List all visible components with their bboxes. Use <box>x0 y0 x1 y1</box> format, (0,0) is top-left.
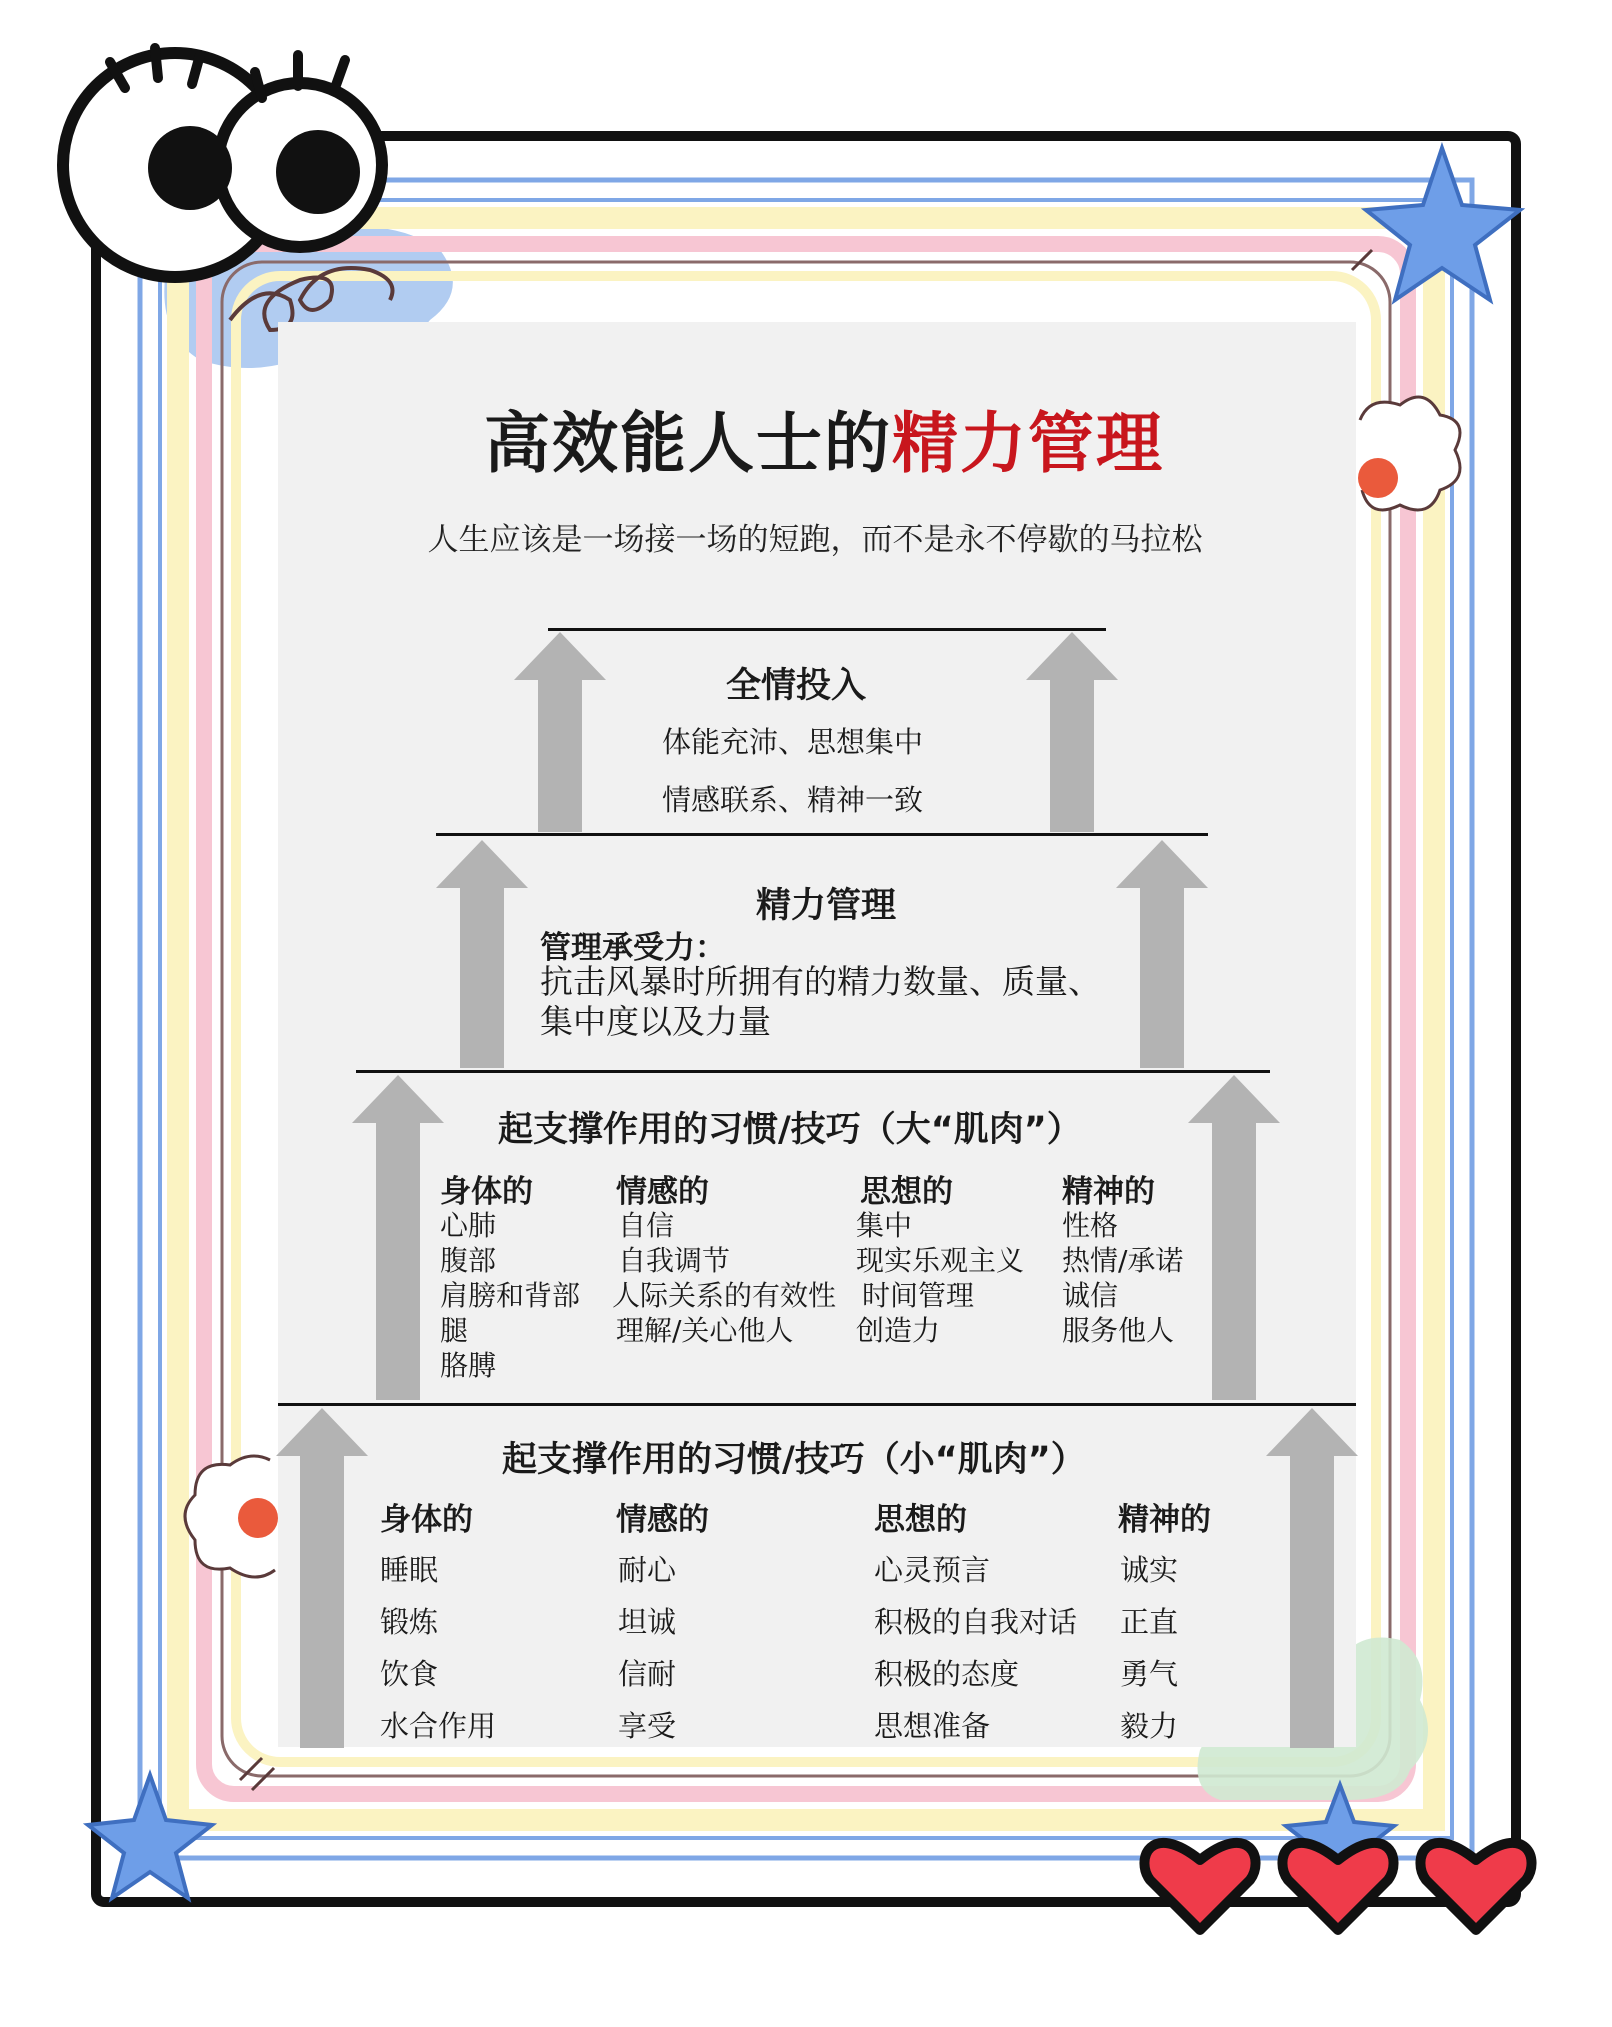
third-col-emotional <box>612 1208 836 1348</box>
list-item: 水合作用 <box>380 1709 497 1743</box>
level-third-heading: 起支撑作用的习惯/技巧（大“肌肉”） <box>498 1110 1082 1150</box>
up-arrow-icon <box>1266 1408 1358 1748</box>
list-item: 锻炼 <box>380 1605 439 1639</box>
list-item: 饮食 <box>380 1657 439 1691</box>
list-item: 自我调节 <box>618 1244 731 1277</box>
level-bottom-heading: 起支撑作用的习惯/技巧（小“肌肉”） <box>502 1440 1086 1480</box>
bottom-col-emotional <box>618 1544 676 1752</box>
up-arrow-icon <box>1188 1075 1280 1400</box>
page-title <box>0 390 1612 485</box>
bottom-col-spiritual-title: 精神的 <box>1118 1502 1211 1538</box>
divider-line <box>548 628 1106 631</box>
up-arrow-icon <box>514 632 606 832</box>
third-col-spiritual-title: 精神的 <box>1062 1174 1155 1210</box>
third-col-spiritual <box>1062 1208 1183 1348</box>
third-col-mental-title: 思想的 <box>860 1174 953 1210</box>
up-arrow-icon <box>436 840 528 1068</box>
list-item: 思想准备 <box>874 1709 991 1743</box>
title-accent: 精力管理 <box>892 405 1164 482</box>
list-item: 睡眠 <box>380 1553 439 1587</box>
list-item: 理解/关心他人 <box>616 1314 794 1347</box>
bottom-col-physical <box>380 1544 496 1752</box>
list-item: 现实乐观主义 <box>856 1244 1025 1277</box>
divider-line <box>436 833 1208 836</box>
bottom-col-spiritual <box>1120 1544 1178 1752</box>
bottom-col-mental <box>874 1544 1077 1752</box>
list-item: 时间管理 <box>862 1279 975 1312</box>
subtitle: 人生应该是一场接一场的短跑，而不是永不停歇的马拉松 <box>427 522 1203 558</box>
title-main: 高效能人士的 <box>484 405 892 482</box>
level-second-heading: 精力管理 <box>756 886 897 926</box>
list-item: 积极的态度 <box>874 1657 1020 1691</box>
list-item: 耐心 <box>618 1553 677 1587</box>
list-item: 积极的自我对话 <box>874 1605 1078 1639</box>
list-item: 正直 <box>1120 1605 1179 1639</box>
list-item: 腿 <box>440 1314 469 1347</box>
level-top-line-2: 情感联系、精神一致 <box>662 783 924 817</box>
list-item: 坦诚 <box>618 1605 677 1639</box>
divider-line <box>278 1403 1356 1406</box>
list-item: 热情/承诺 <box>1062 1244 1184 1277</box>
bottom-col-physical-title: 身体的 <box>380 1502 473 1538</box>
bottom-col-mental-title: 思想的 <box>874 1502 967 1538</box>
up-arrow-icon <box>352 1075 444 1400</box>
list-item: 自信 <box>618 1209 675 1242</box>
list-item: 服务他人 <box>1062 1314 1175 1347</box>
up-arrow-icon <box>276 1408 368 1748</box>
list-item: 集中 <box>856 1209 913 1242</box>
list-item: 勇气 <box>1120 1657 1179 1691</box>
list-item: 心灵预言 <box>874 1553 991 1587</box>
list-item: 人际关系的有效性 <box>612 1279 837 1312</box>
divider-line <box>356 1070 1270 1073</box>
list-item: 胳膊 <box>440 1349 497 1382</box>
list-item: 腹部 <box>440 1244 497 1277</box>
list-item: 诚实 <box>1120 1553 1179 1587</box>
level-top-heading: 全情投入 <box>726 666 867 706</box>
level-second-line-2: 集中度以及力量 <box>540 1002 771 1041</box>
third-col-mental <box>856 1208 1024 1348</box>
list-item: 享受 <box>618 1709 677 1743</box>
level-second-subheading: 管理承受力： <box>540 930 726 966</box>
bottom-col-emotional-title: 情感的 <box>616 1502 709 1538</box>
list-item: 诚信 <box>1062 1279 1119 1312</box>
list-item: 创造力 <box>856 1314 941 1347</box>
up-arrow-icon <box>1116 840 1208 1068</box>
list-item: 毅力 <box>1120 1709 1179 1743</box>
list-item: 肩膀和背部 <box>440 1279 581 1312</box>
list-item: 信耐 <box>618 1657 677 1691</box>
level-top-line-1: 体能充沛、思想集中 <box>662 725 924 759</box>
third-col-physical-title: 身体的 <box>440 1174 533 1210</box>
list-item: 心肺 <box>440 1209 497 1242</box>
list-item: 性格 <box>1062 1209 1119 1242</box>
third-col-physical <box>440 1208 580 1383</box>
third-col-emotional-title: 情感的 <box>616 1174 709 1210</box>
up-arrow-icon <box>1026 632 1118 832</box>
level-second-line-1: 抗击风暴时所拥有的精力数量、质量、 <box>540 962 1101 1001</box>
